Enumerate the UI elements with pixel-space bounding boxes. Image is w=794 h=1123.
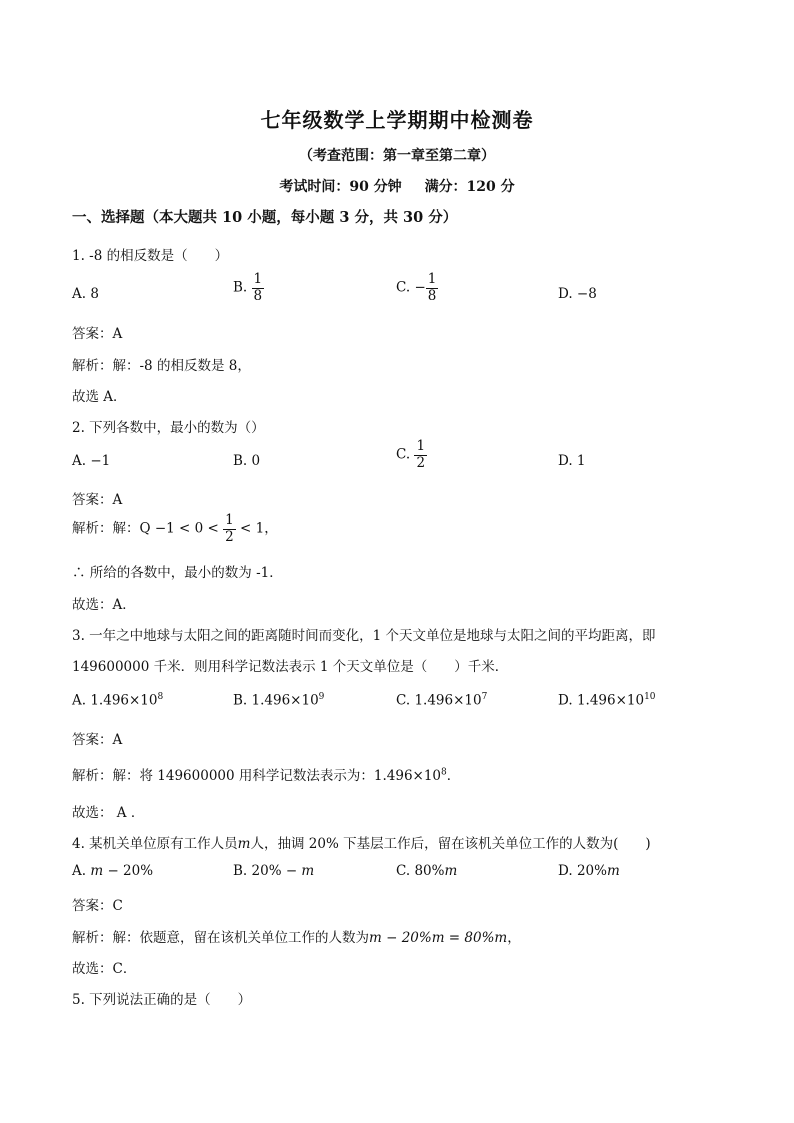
q2-option-b: B. 0 [233, 453, 261, 469]
q1-answer: 答案：A [72, 326, 123, 342]
q1-option-c: C. − $\frac{1}{8}$ [396, 271, 437, 304]
q2-conclusion: 故选：A． [72, 597, 136, 613]
section-heading: 一、选择题（本大题共 10 小题，每小题 3 分，共 30 分） [72, 209, 458, 226]
q1-option-b: B. $\frac{1}{8}$ [233, 271, 263, 304]
q1-stem: 1. -8 的相反数是（ ） [72, 248, 229, 264]
q2-analysis: 解析：解：Q −1 < 0 < $\frac{1}{2}$ < 1， [72, 512, 278, 545]
exam-score: 满分：120 分 [424, 179, 515, 195]
q2-option-d: D. 1 [558, 453, 586, 469]
q2-answer: 答案：A [72, 492, 123, 508]
q2-option-c: C. $\frac{1}{2}$ [396, 438, 426, 471]
exam-time: 考试时间：90 分钟 [279, 179, 402, 195]
q4-option-b: B. 20% − m [233, 863, 315, 879]
q4-stem: 4. 某机关单位原有工作人员m人，抽调 20% 下基层工作后，留在该机关单位工作的人数为( ) [72, 836, 651, 852]
q3-stem-line1: 3. 一年之中地球与太阳之间的距离随时间而变化，1 个天文单位是地球与太阳之间的平均距离，即 [72, 628, 656, 644]
q3-conclusion: 故选： A ． [72, 805, 145, 821]
q3-answer: 答案：A [72, 732, 123, 748]
fraction: $\frac{1}{2}$ [225, 512, 234, 545]
q3-analysis: 解析：解：将 149600000 用科学记数法表示为：$1.496\times 10^8$． [72, 767, 461, 784]
q1-option-a: A. 8 [72, 286, 99, 302]
q3-option-d: D. $1.496\times 10^{10}$ [558, 692, 656, 709]
q1-analysis: 解析：解：-8 的相反数是 8， [72, 358, 251, 374]
fraction: $\frac{1}{2}$ [416, 438, 426, 471]
exam-scope: （考查范围：第一章至第二章） [299, 148, 495, 164]
q4-analysis: 解析：解：依题意，留在该机关单位工作的人数为m − 20%m = 80%m， [72, 930, 521, 946]
q2-therefore: ∴ 所给的各数中，最小的数为 -1． [72, 565, 283, 581]
fraction: $\frac{1}{8}$ [253, 271, 263, 304]
q1-conclusion: 故选 A． [72, 389, 127, 405]
q3-option-c: C. $1.496\times 10^7$ [396, 692, 488, 709]
q5-stem: 5. 下列说法正确的是（ ） [72, 992, 252, 1008]
q4-answer: 答案：C [72, 898, 123, 914]
q4-option-a: A. m − 20% [72, 863, 154, 879]
q1-option-d: D. −8 [558, 286, 597, 302]
exam-meta [0, 176, 794, 196]
q3-stem-line2: 149600000 千米．则用科学记数法表示 1 个天文单位是（ ）千米． [72, 659, 509, 675]
fraction: $\frac{1}{8}$ [427, 271, 437, 304]
q4-option-d: D. 20%m [558, 863, 620, 879]
q2-option-a: A. −1 [72, 453, 111, 469]
q4-option-c: C. 80%m [396, 863, 458, 879]
q3-option-a: A. $1.496\times 10^8$ [72, 692, 164, 709]
q2-stem: 2. 下列各数中，最小的数为（） [72, 420, 265, 436]
q4-conclusion: 故选：C． [72, 961, 137, 977]
q3-option-b: B. $1.496\times 10^9$ [233, 692, 325, 709]
exam-title: 七年级数学上学期期中检测卷 [260, 108, 534, 132]
